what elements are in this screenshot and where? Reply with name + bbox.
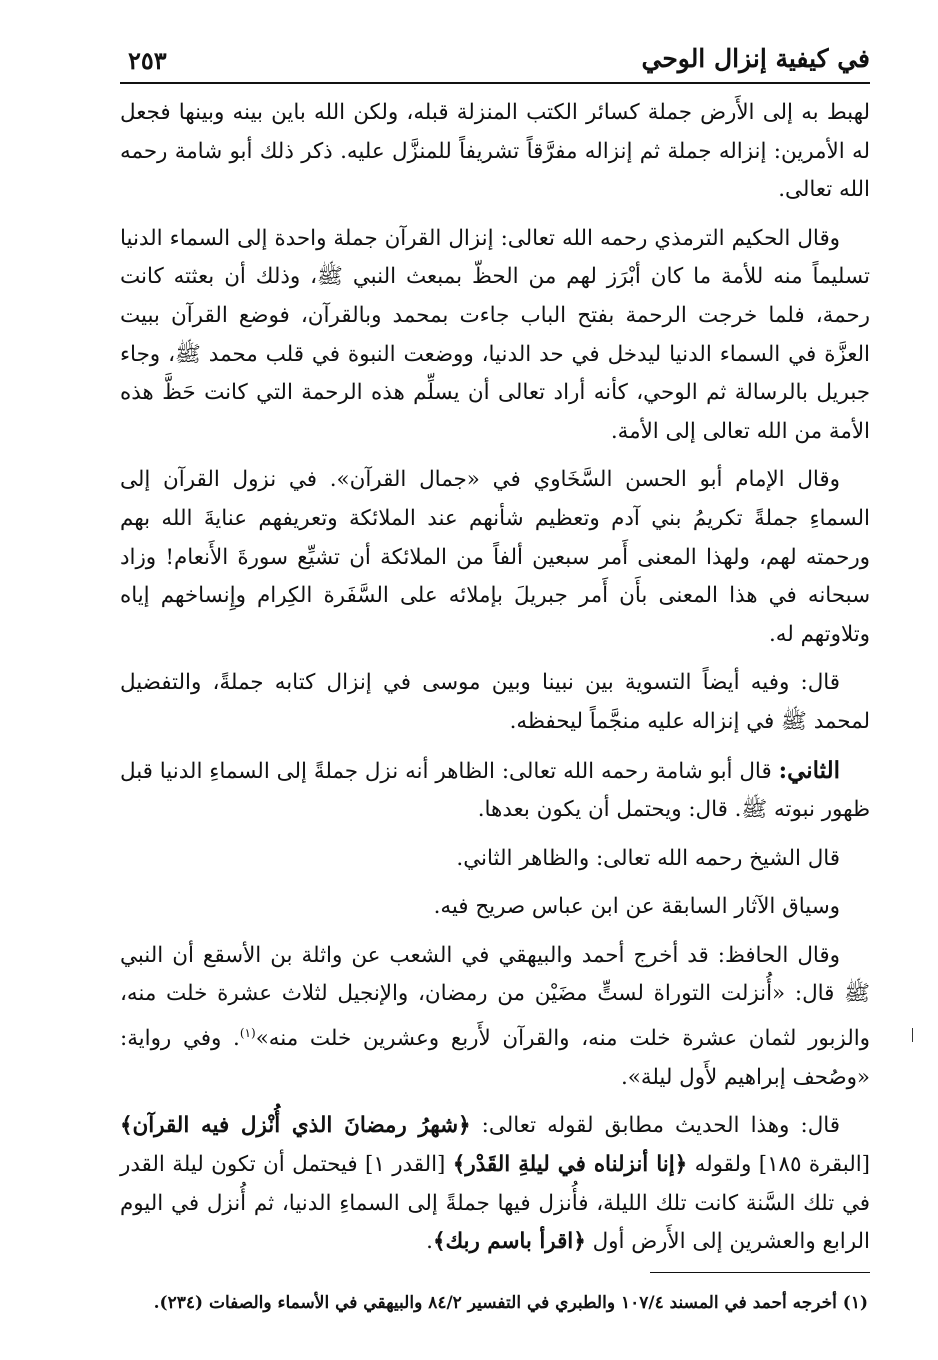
quran-verse: ﴿اقرأ باسم ربك﴾ [432,1229,586,1255]
body-text [120,94,870,1272]
quran-verse: ﴿إنا أنزلناه في ليلةِ القَدْر﴾ [452,1151,688,1177]
paragraph-5 [120,752,870,830]
paragraph-text: قال أبو شامة رحمه الله تعالى: الظاهر أنه نزل جملةً إلى السماءِ الدنيا قبل ظهور نبوته ﷺ. قال: ويحتمل أن يكون بعدها. [120,758,870,823]
footnote-reference[interactable]: (١) [239,1026,256,1041]
paragraph-6 [120,840,870,879]
paragraph-9 [120,1107,870,1261]
paragraph-text: . [426,1229,433,1255]
page-header [120,42,870,84]
paragraph-text: قال الشيخ رحمه الله تعالى: والظاهر الثاني. [456,845,840,871]
footnote-divider [650,1272,870,1273]
paragraph-text: لهبط به إلى الأَرض جملة كسائر الكتب المنزلة قبله، ولكن الله باين بينه وبينها فجعل له الأمرين: إنزاله جملة ثم إنزاله مفرَّقاً تشريفاً للمنزَّل عليه. ذكر ذلك أبو شامة رحمه الله تعالى. [120,100,870,203]
paragraph-text: وقال الحافظ: قد أخرج أحمد والبيهقي في الشعب عن واثلة بن الأسقع أن النبي ﷺ قال: «أُنزلت التوراة لستٍّ مضَيْن من رمضان، والإنجيل لثلاث عشرة خلت منه، والزبور لثمان عشرة خلت منه، والقرآن لأَربع وعشرين خلت منه» [120,942,871,1052]
paragraph-text: . وفي رواية: «وصُحف إبراهيم لأَول ليلة». [120,1026,870,1090]
running-title: في كيفية إنزال الوحي [641,44,870,73]
paragraph-text: قال: وفيه أيضاً التسوية بين نبينا وبين موسى في إنزال كتابه جملةً، والتفضيل لمحمد ﷺ في إنزاله عليه منجَّماً ليحفظه. [120,670,870,734]
paragraph-8 [120,937,870,1098]
paragraph-7 [120,888,870,927]
margin-mark [912,1028,917,1042]
paragraph-text: وسياق الآثار السابقة عن ابن عباس صريح فيه. [433,894,840,920]
paragraph-text: قال: وهذا الحديث مطابق لقوله تعالى: [470,1113,840,1139]
page-number: ٢٥٣ [128,46,167,75]
footnote: (١) أخرجه أحمد في المسند ١٠٧/٤ والطبري في التفسير ٨٤/٢ والبيهقي في الأسماء والصفات (٢٣٤). [153,1293,868,1313]
paragraph-text: وقال الإمام أبو الحسن السَّخَاوي في «جمال القرآن». في نزول القرآن إلى السماءِ جملةً تكريمُ بني آدم وتعظيم شأنهم عند الملائكة وتعريفهم عنايةَ الله بهم ورحمته لهم، ولهذا المعنى أَمر سبعين ألفاً من الملائكة أن تشيِّع سورةَ الأَنعام! وزاد سبحانه في هذا المعنى بأَن أَمر جبريلَ بإملائه على السَّفَرة الكِرام وإِنساخهم إياه وتلاوتهم له. [120,467,870,647]
quran-verse: ﴿شهرُ رمضانَ الذي أُنْزل فيه القرآن﴾ [120,1113,471,1139]
paragraph-text: [البقرة ١٨٥] ولقوله [687,1151,871,1177]
paragraph-text: وقال الحكيم الترمذي رحمه الله تعالى: إنزال القرآن جملة واحدة إلى السماء الدنيا تسليماً منه للأمة ما كان أبْرَز لهم من الحظّ بمبعث النبي ﷺ، وذلك أن بعثته كانت رحمة، فلما خرجت الرحمة بفتح الباب جاءت بمحمد وبالقرآن، فوضع القرآن ببيت العزَّة في السماء الدنيا ليدخل في حد الدنيا، ووضعت النبوة في قلب محمد ﷺ، وجاء جبريل بالرسالة ثم الوحي، كأنه أراد تعالى أن يسلِّم هذه الرحمة التي كانت حَظَّ هذه الأمة من الله تعالى إلى الأمة. [120,225,870,444]
paragraph-2 [120,220,870,452]
paragraph-3 [120,461,870,654]
paragraph-1 [120,94,870,210]
paragraph-text: [القدر ١] فيحتمل أن تكون ليلة القدر في تلك السَّنة كانت تلك الليلة، فأُنزل فيها جملةً إلى السماءِ الدنيا، ثم أُنزل في اليوم الرابع والعشرين إلى الأَرض أول [120,1151,870,1255]
section-heading: الثاني: [778,756,840,784]
paragraph-4 [120,664,870,741]
